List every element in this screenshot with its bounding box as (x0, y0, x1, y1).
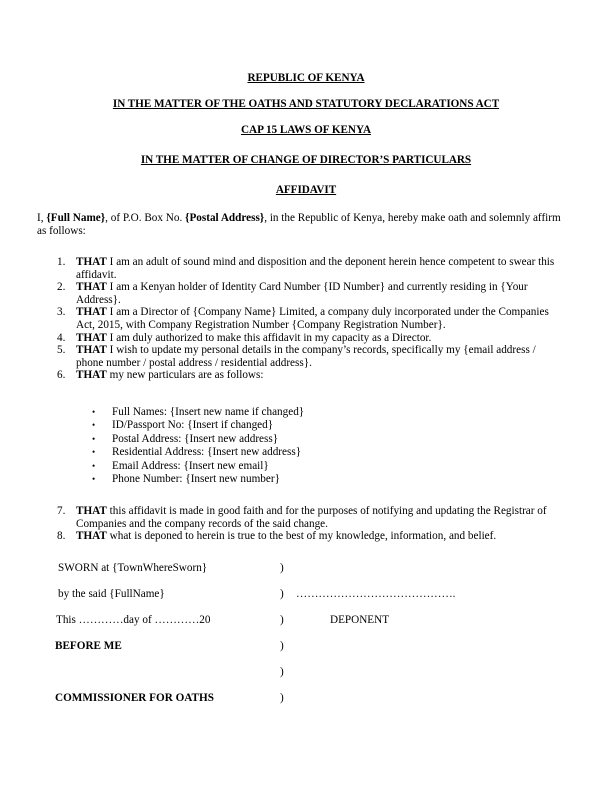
particular-text: Postal Address: {Insert new address} (112, 432, 279, 445)
deponent-signature-line: ……………………………………. (296, 588, 456, 600)
clause-text: I am a Kenyan holder of Identity Card Number {ID Number} and currently residing in {Your Address}. (76, 281, 528, 306)
clause-text: this affidavit is made in good faith and for the purposes of notifying and updating the Registrar of Companies and the company records of the said change. (76, 505, 547, 530)
heading-cap: CAP 15 LAWS OF KENYA (241, 124, 371, 136)
intro-prefix: I, (37, 212, 47, 224)
bracket: ) (280, 614, 284, 626)
particular-item (0, 446, 612, 459)
particular-item (0, 473, 612, 486)
commissioner-row (0, 692, 612, 706)
bullet-icon: • (92, 407, 96, 417)
clause-item (0, 369, 560, 382)
clause-lead: THAT (76, 331, 107, 344)
clause-text: what is deponed to herein is true to the best of my knowledge, information, and belief. (106, 530, 497, 543)
clause-item (0, 306, 560, 331)
clause-item (0, 530, 560, 543)
bracket: ) (280, 588, 284, 600)
clause-text: I am a Director of {Company Name} Limited, a company duly incorporated under the Companies Act, 2015, with Company Registration Number {Company Registration Number}. (76, 306, 549, 331)
by-the-said-row (0, 588, 612, 602)
clause-lead: THAT (76, 281, 107, 294)
intro-postal-address: {Postal Address} (185, 212, 265, 224)
clause-text: I am an adult of sound mind and disposition and the deponent herein hence competent to swear this affidavit. (76, 256, 555, 281)
bullet-icon: • (92, 447, 96, 458)
clause-text: I wish to update my personal details in the company’s records, specifically my {email address / phone number / postal address / residential address}. (76, 344, 536, 369)
clause-lead: THAT (76, 530, 107, 543)
clause-number: 7. (57, 505, 66, 517)
before-me-label: BEFORE ME (55, 640, 122, 652)
heading-republic: REPUBLIC OF KENYA (247, 72, 365, 84)
before-me-row (0, 640, 612, 654)
bracket: ) (280, 692, 284, 704)
sworn-at-row (0, 562, 612, 576)
heading-matter: IN THE MATTER OF CHANGE OF DIRECTOR’S PARTICULARS (140, 154, 472, 166)
particular-text: Full Names: {Insert new name if changed} (112, 406, 305, 418)
clause-number: 5. (57, 344, 66, 357)
date-row (0, 614, 612, 628)
intro-paragraph (37, 212, 567, 238)
bracket: ) (280, 562, 284, 574)
particular-item (0, 419, 612, 432)
particular-item (0, 460, 612, 473)
clause-item (0, 332, 560, 345)
intro-mid: , of P.O. Box No. (105, 212, 186, 224)
clause-item (0, 344, 560, 369)
clause-lead: THAT (76, 505, 107, 517)
clause-item (0, 505, 560, 530)
clause-lead: THAT (76, 344, 107, 357)
bullet-icon: • (92, 420, 96, 431)
particular-item (0, 433, 612, 446)
particular-text: ID/Passport No: {Insert if changed} (112, 419, 274, 432)
clause-item (0, 256, 560, 281)
clause-item (0, 281, 560, 306)
date-label: This …………day of …………20 (56, 614, 211, 626)
bullet-icon: • (92, 433, 96, 444)
particular-text: Residential Address: {Insert new address} (112, 446, 302, 459)
particular-item (0, 406, 612, 419)
bracket: ) (280, 640, 284, 652)
clause-number: 8. (57, 530, 66, 543)
clause-text: my new particulars are as follows: (106, 369, 264, 382)
intro-suffix: , in the Republic of Kenya, hereby make oath and solemnly affirm as follows: (37, 212, 561, 237)
blank-row (0, 666, 612, 680)
particular-text: Email Address: {Insert new email} (112, 459, 269, 472)
bullet-icon: • (92, 474, 96, 485)
heading-act: IN THE MATTER OF THE OATHS AND STATUTORY DECLARATIONS ACT (112, 98, 500, 110)
clause-lead: THAT (76, 256, 107, 268)
clause-number: 4. (57, 331, 66, 344)
clause-list (0, 256, 612, 382)
clause-number: 6. (57, 369, 66, 382)
clause-text: I am duly authorized to make this affidavit in my capacity as a Director. (106, 331, 432, 344)
clause-list-continued (0, 505, 612, 543)
intro-full-name: {Full Name} (46, 212, 106, 224)
commissioner-label: COMMISSIONER FOR OATHS (55, 692, 214, 704)
clause-number: 3. (57, 306, 66, 319)
clause-number: 1. (57, 256, 66, 268)
particulars-list (0, 406, 612, 486)
particular-text: Phone Number: {Insert new number} (112, 473, 280, 486)
clause-lead: THAT (76, 369, 107, 382)
clause-number: 2. (57, 281, 66, 294)
clause-lead: THAT (76, 306, 107, 319)
deponent-label: DEPONENT (330, 614, 390, 626)
bracket: ) (280, 666, 284, 678)
heading-title: AFFIDAVIT (275, 184, 337, 196)
bullet-icon: • (92, 460, 96, 471)
by-the-said-label: by the said {FullName} (58, 588, 165, 600)
sworn-at-label: SWORN at {TownWhereSworn} (58, 562, 208, 574)
